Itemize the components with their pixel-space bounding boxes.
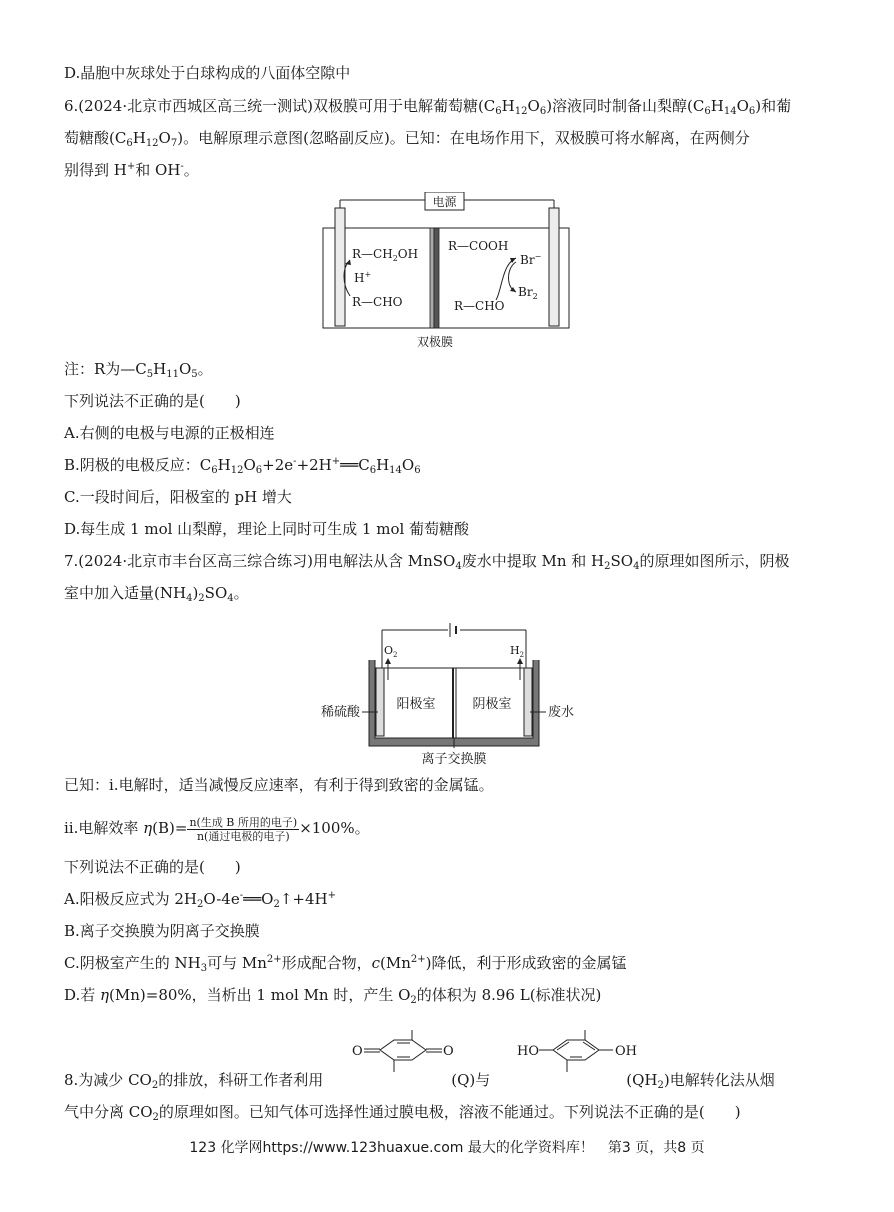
page-footer: 123 化学网https://www.123huaxue.com 最大的化学资料库！ 第3 页，共8 页 [189,1140,705,1156]
cathode-electrode [524,668,532,736]
q6-stem-line3: 别得到 H+和 OH-。 [64,161,199,179]
electrolysis-diagram-2 [312,620,584,768]
q7-option-d: D.若 η(Mn)=80%，当析出 1 mol Mn 时，产生 $O_2$的体积为 8.96 L(标准状况) [64,986,602,1006]
waste-water-label: 废水 [548,705,575,720]
q7-option-a: A.阳极反应式为 $2H_2O-4e^-══O_2↑+4H^+$ [64,890,336,910]
anode-room-label: 阳极室 [396,697,436,712]
label-o2: $O_2$ [384,644,398,659]
q6-option-b: B.阴极的电极反应：$C_6H_{12}O_6+2e^-+2H^+══C_6H_{14}O_6$ [64,456,421,476]
q6-option-d: D.每生成 1 mol 山梨醇，理论上同时可生成 1 mol 葡萄糖酸 [64,520,470,538]
label-r-cho-left: R—CHO [352,295,403,309]
q7-option-b: B.离子交换膜为阴离子交换膜 [64,922,260,940]
svg-text:OH: OH [615,1044,637,1059]
cathode-room-label: 阴极室 [472,697,512,712]
label-r-cho-right: R—CHO [454,299,505,313]
right-electrode [549,208,559,326]
svg-text:HO: HO [517,1044,539,1059]
q6-option-a: A.右侧的电极与电源的正极相连 [64,424,275,442]
q6-stem-line2: 萄糖酸$(C_6H_{12}O_7)$。电解原理示意图(忽略副反应)。已知：在电场作用下，双极膜可将水解离，在两侧分 [64,129,750,149]
q7-known-2: ⅱ.电解效率 η(B)= $\frac{\text{n(生成 B 所用的电子)}}{\text{n(通过电极的电子)}}$ ×100%。 [64,815,370,843]
q8-stem-line1: 8.为减少 $CO_2$的排放，科研工作者利用 (Q)与 $(QH_2)$电解转化法从烟 [64,1071,775,1091]
q6-option-c: C.一段时间后，阳极室的 pH 增大 [64,488,292,506]
svg-text:O: O [443,1044,454,1059]
label-r-cooh: R—COOH [448,239,509,253]
label-h-plus: H+ [354,270,372,285]
q5-option-d: D.晶胞中灰球处于白球构成的八面体空隙中 [64,64,351,82]
left-electrode [335,208,345,326]
q6-stem-line1: 6.(2024·北京市西城区高三统一测试)双极膜可用于电解葡萄糖$(C_6H_{12}O_6)$溶液同时制备山梨醇$(C_6H_{14}O_6)$和葡 [64,97,792,117]
power-source-label: 电源 [432,195,457,209]
svg-text:O: O [352,1044,363,1059]
label-h2: $H_2$ [510,644,525,659]
q7-stem-line2: 室中加入适量$(NH_4)_2SO_4$。 [64,584,249,604]
bipolar-membrane [430,228,434,328]
ion-exchange-membrane-caption: 离子交换膜 [421,752,487,767]
q7-option-c: C.阴极室产生的 $NH_3$可与 $Mn^{2+}$形成配合物，$c(Mn^{2+})$降低，利于形成致密的金属锰 [64,954,627,974]
electrolysis-diagram-1 [318,192,574,352]
bipolar-membrane-caption: 双极膜 [416,335,454,349]
label-br-minus: Br− [520,252,542,267]
q6-question: 下列说法不正确的是( ) [64,392,241,410]
anode-electrode [376,668,384,736]
efficiency-fraction: $\frac{\text{n(生成 B 所用的电子)}}{\text{n(通过电极的电子)}}$ [189,815,298,843]
q6-note: 注：R为$—C_5H_{11}O_5$。 [64,360,213,380]
dilute-sulfuric-acid-label: 稀硫酸 [320,705,360,720]
label-r-ch2oh: $R—CH_2OH$ [352,247,419,263]
label-br2: $Br_2$ [518,285,538,301]
q7-question: 下列说法不正确的是( ) [64,858,241,876]
q7-stem-line1: 7.(2024·北京市丰台区高三综合练习)用电解法从含 MnSO$_4$废水中提取 Mn 和 $H_2SO_4$的原理如图所示，阴极 [64,552,790,572]
q7-known-1: 已知：ⅰ.电解时，适当减慢反应速率，有利于得到致密的金属锰。 [64,776,494,794]
q8-stem-line2: 气中分离 $CO_2$的原理如图。已知气体可选择性通过膜电极，溶液不能通过。下列说法不正确的是( ) [64,1103,741,1123]
